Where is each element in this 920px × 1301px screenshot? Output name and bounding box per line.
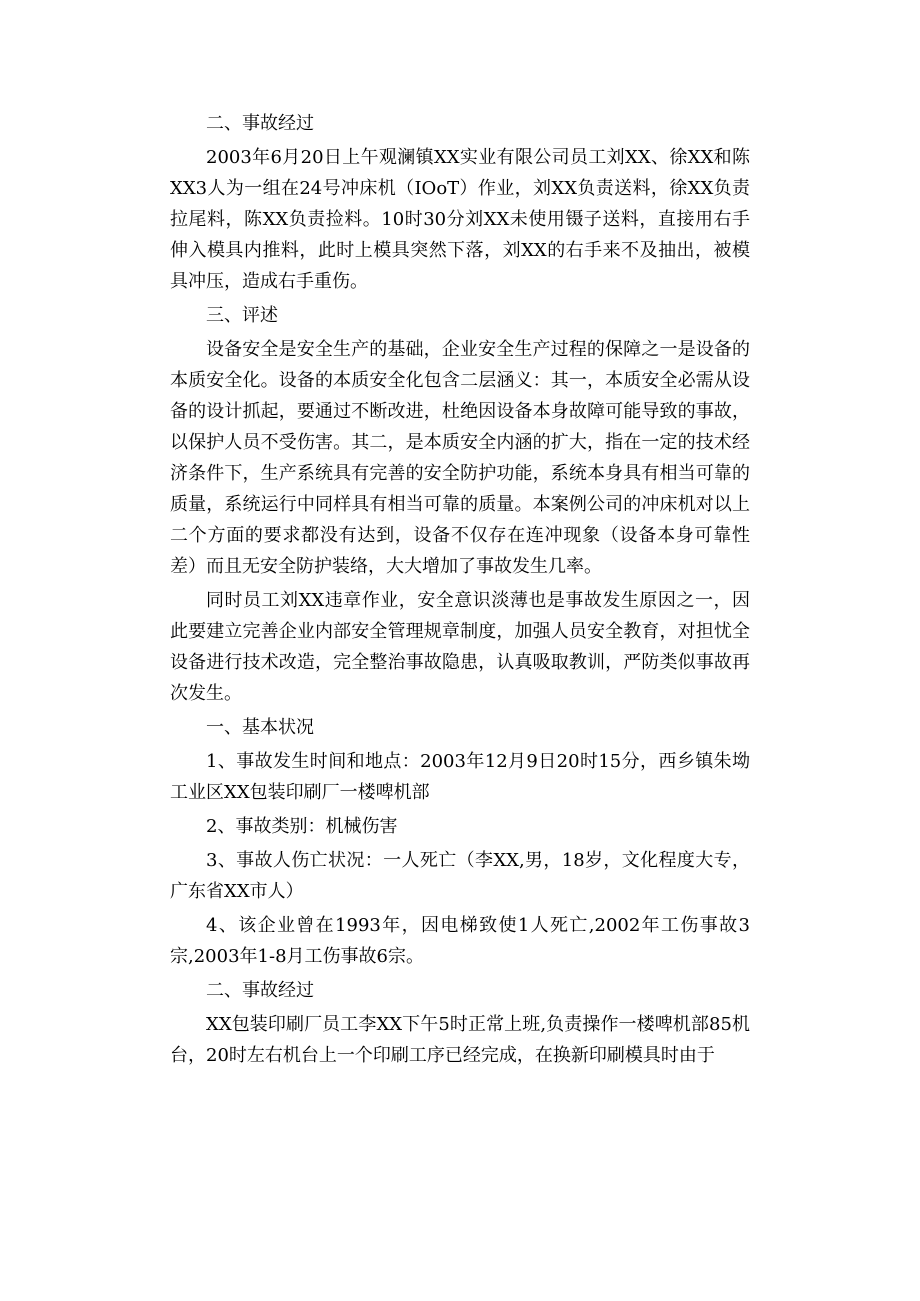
section-heading: 一、基本状况 — [206, 717, 314, 738]
list-item: 1、事故发生时间和地点：2003年12月9日20时15分，西乡镇朱坳工业区XX包装印刷厂一楼啤机部 — [170, 751, 750, 803]
paragraph: 2003年6月20日上午观澜镇XX实业有限公司员工刘XX、徐XX和陈XX3人为一组在24号冲床机（IOoT）作业，刘XX负责送料，徐XX负责拉尾料，陈XX负责捡料。10时30分刘XX未使用镊子送料，直接用右手伸入模具内推料，此时上模具突然下落，刘XX的右手来不及抽出，被模具冲压，造成右手重伤。 — [170, 147, 750, 292]
paragraph: 同时员工刘XX违章作业，安全意识淡薄也是事故发生原因之一，因此要建立完善企业内部安全管理规章制度，加强人员安全教育，对担忧全设备进行技术改造，完全整治事故隐患，认真吸取教训，严防类似事故再次发生。 — [170, 590, 750, 704]
document-body — [170, 108, 750, 1071]
section-heading: 二、事故经过 — [206, 980, 314, 1001]
section-heading: 二、事故经过 — [206, 113, 314, 134]
list-item: 3、事故人伤亡状况：一人死亡（李XX,男，18岁，文化程度大专，广东省XX市人） — [170, 850, 750, 902]
paragraph: XX包装印刷厂员工李XX下午5时正常上班,负责操作一楼啤机部85机台，20时左右机台上一个印刷工序已经完成，在换新印刷模具时由于 — [170, 1014, 750, 1066]
section-heading: 三、评述 — [206, 305, 278, 326]
list-item: 2、事故类别：机械伤害 — [206, 816, 398, 837]
paragraph: 设备安全是安全生产的基础，企业安全生产过程的保障之一是设备的本质安全化。设备的本质安全化包含二层涵义：其一，本质安全必需从设备的设计抓起，要通过不断改进，杜绝因设备本身故障可能导致的事故，以保护人员不受伤害。其二，是本质安全内涵的扩大，指在一定的技术经济条件下，生产系统具有完善的安全防护功能，系统本身具有相当可靠的质量，系统运行中同样具有相当可靠的质量。本案例公司的冲床机对以上二个方面的要求都没有达到，设备不仅存在连冲现象（设备本身可靠性差）而且无安全防护装络，大大增加了事故发生几率。 — [170, 339, 750, 577]
list-item: 4、该企业曾在1993年，因电梯致使1人死亡,2002年工伤事故3宗,2003年1-8月工伤事故6宗。 — [170, 915, 750, 967]
